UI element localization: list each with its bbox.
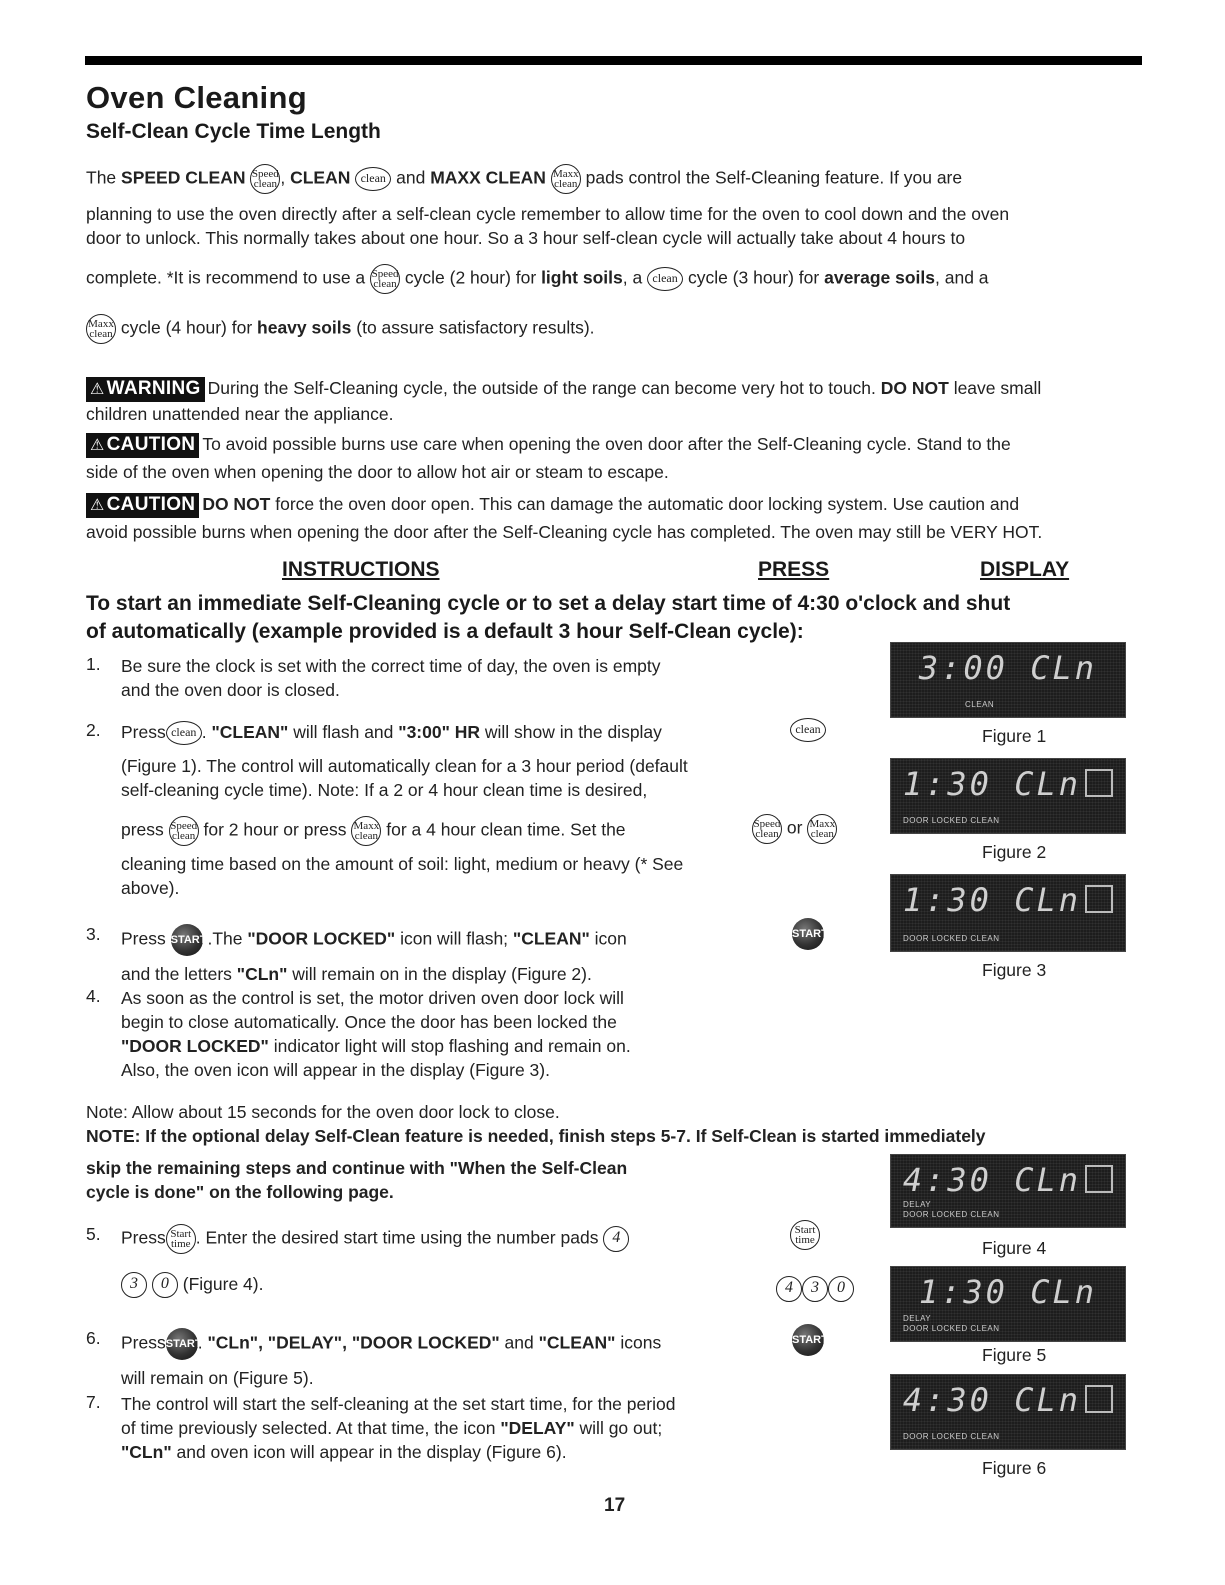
step-number: 3. bbox=[86, 924, 101, 944]
display-delay-indicator: DELAY bbox=[903, 1200, 932, 1209]
display-indicators: DOOR LOCKED CLEAN bbox=[903, 1210, 1000, 1219]
start-pad-icon: START bbox=[171, 924, 203, 956]
figure-caption: Figure 6 bbox=[982, 1458, 1047, 1478]
oven-icon bbox=[1085, 769, 1113, 797]
step-2-line-2: (Figure 1). The control will automatically clean for a 3 hour period (default bbox=[121, 756, 688, 776]
intro-line-2: planning to use the oven directly after a self-clean cycle remember to allow time for the oven to cool down and the oven bbox=[86, 204, 1010, 224]
warning-triangle-icon: ⚠ bbox=[90, 436, 105, 454]
intro-line-1: The SPEED CLEAN Speed clean , CLEAN clean and MAXX CLEAN Maxx clean pads control the Self-Cleaning feature. If you are bbox=[86, 164, 962, 194]
display-indicators: DOOR LOCKED CLEAN bbox=[903, 1324, 1000, 1333]
warning-line-1: ⚠ WARNING During the Self-Cleaning cycle, the outside of the range can become very hot to touch. DO NOT leave small bbox=[86, 376, 1041, 402]
start-time-pad-icon: Start time bbox=[790, 1220, 820, 1250]
press-start bbox=[792, 1324, 828, 1356]
speed-clean-pad-icon: Speed clean bbox=[250, 164, 280, 194]
display-indicators: DOOR LOCKED CLEAN bbox=[903, 816, 1000, 825]
oven-icon bbox=[1085, 1165, 1113, 1193]
note-2-line-1: NOTE: If the optional delay Self-Clean feature is needed, finish steps 5-7. If Self-Clean is started immediately bbox=[86, 1126, 986, 1146]
header-instructions: INSTRUCTIONS bbox=[282, 558, 440, 581]
clean-pad-icon: clean bbox=[355, 167, 391, 191]
step-number: 7. bbox=[86, 1392, 101, 1412]
step-1-line-2: and the oven door is closed. bbox=[121, 680, 340, 700]
figure-caption: Figure 2 bbox=[982, 842, 1047, 862]
display-readout: 4:30 CLn bbox=[902, 1381, 1081, 1419]
page-title: Oven Cleaning bbox=[86, 80, 307, 115]
speed-clean-pad-icon: Speed clean bbox=[752, 814, 782, 844]
display-indicators: DOOR LOCKED CLEAN bbox=[903, 1432, 1000, 1441]
step-number: 5. bbox=[86, 1224, 101, 1244]
step-3-line-1: Press START .The "DOOR LOCKED" icon will flash; "CLEAN" icon bbox=[121, 924, 627, 956]
step-number: 4. bbox=[86, 986, 101, 1006]
oven-icon bbox=[1085, 1385, 1113, 1413]
figure-caption: Figure 4 bbox=[982, 1238, 1047, 1258]
figure-caption: Figure 1 bbox=[982, 726, 1047, 746]
oven-display-figure-5 bbox=[890, 1266, 1126, 1342]
task-title-line-1: To start an immediate Self-Cleaning cycle or to set a delay start time of 4:30 o'clock and shut bbox=[86, 592, 1011, 615]
warning-line-2: children unattended near the appliance. bbox=[86, 404, 394, 424]
step-2-line-1: Press clean . "CLEAN" will flash and "3:00" HR will show in the display bbox=[121, 720, 662, 745]
start-pad-icon: START bbox=[792, 918, 824, 950]
display-readout: 1:30 CLn bbox=[902, 765, 1081, 803]
number-0-pad-icon: 0 bbox=[152, 1272, 178, 1298]
step-5-line-2: 3 0 (Figure 4). bbox=[121, 1272, 263, 1298]
oven-display-figure-2 bbox=[890, 758, 1126, 834]
section-subtitle: Self-Clean Cycle Time Length bbox=[86, 120, 381, 143]
step-7-line-3: "CLn" and oven icon will appear in the display (Figure 6). bbox=[121, 1442, 567, 1462]
oven-display-figure-4 bbox=[890, 1154, 1126, 1228]
step-3-line-2: and the letters "CLn" will remain on in the display (Figure 2). bbox=[121, 964, 592, 984]
maxx-clean-pad-icon: Maxx clean bbox=[551, 164, 581, 194]
figure-caption: Figure 5 bbox=[982, 1345, 1047, 1365]
press-start-time bbox=[790, 1220, 820, 1250]
clean-pad-icon: clean bbox=[790, 718, 826, 742]
press-number-pads bbox=[776, 1276, 854, 1302]
step-6-line-2: will remain on (Figure 5). bbox=[121, 1368, 314, 1388]
note-1: Note: Allow about 15 seconds for the oven door lock to close. bbox=[86, 1102, 560, 1122]
step-5-line-1: Press Start time . Enter the desired start time using the number pads 4 bbox=[121, 1224, 629, 1254]
start-pad-icon: START bbox=[166, 1328, 198, 1360]
display-readout: 3:00 CLn bbox=[918, 649, 1097, 687]
step-4-line-3: "DOOR LOCKED" indicator light will stop flashing and remain on. bbox=[121, 1036, 631, 1056]
step-2-line-5: cleaning time based on the amount of soil: light, medium or heavy (* See bbox=[121, 854, 684, 874]
number-3-pad-icon: 3 bbox=[802, 1276, 828, 1302]
intro-line-5: Maxx clean cycle (4 hour) for heavy soils (to assure satisfactory results). bbox=[86, 314, 595, 344]
speed-clean-pad-icon: Speed clean bbox=[169, 816, 199, 846]
number-4-pad-icon: 4 bbox=[603, 1226, 629, 1252]
header-display: DISPLAY bbox=[980, 558, 1070, 581]
display-readout: 4:30 CLn bbox=[902, 1161, 1081, 1199]
step-number: 2. bbox=[86, 720, 101, 740]
caution2-line-2: avoid possible burns when opening the door after the Self-Cleaning cycle has completed. The oven may still be VERY HOT. bbox=[86, 522, 1043, 542]
press-speed-or-maxx: Speed clean or Maxx clean bbox=[752, 814, 837, 844]
number-0-pad-icon: 0 bbox=[828, 1276, 854, 1302]
maxx-clean-pad-icon: Maxx clean bbox=[86, 314, 116, 344]
oven-display-figure-3 bbox=[890, 874, 1126, 952]
press-clean bbox=[790, 718, 826, 742]
step-4-line-2: begin to close automatically. Once the door has been locked the bbox=[121, 1012, 617, 1032]
display-readout: 1:30 CLn bbox=[902, 881, 1081, 919]
start-time-pad-icon: Start time bbox=[166, 1224, 196, 1254]
page-number: 17 bbox=[604, 1495, 626, 1516]
caution1-line-2: side of the oven when opening the door to allow hot air or steam to escape. bbox=[86, 462, 669, 482]
step-1-line-1: Be sure the clock is set with the correct time of day, the oven is empty bbox=[121, 656, 661, 676]
warning-badge: ⚠ WARNING bbox=[86, 377, 205, 402]
display-indicators: CLEAN bbox=[965, 700, 995, 709]
step-4-line-4: Also, the oven icon will appear in the display (Figure 3). bbox=[121, 1060, 550, 1080]
caution-badge: ⚠ CAUTION bbox=[86, 433, 199, 458]
top-rule bbox=[85, 56, 1142, 65]
oven-display-figure-1 bbox=[890, 642, 1126, 718]
oven-display-figure-6 bbox=[890, 1374, 1126, 1450]
display-readout: 1:30 CLn bbox=[918, 1273, 1097, 1311]
warning-triangle-icon: ⚠ bbox=[90, 380, 105, 398]
oven-icon bbox=[1085, 885, 1113, 913]
step-7-line-2: of time previously selected. At that time, the icon "DELAY" will go out; bbox=[121, 1418, 663, 1438]
note-2-line-2: skip the remaining steps and continue with "When the Self-Clean bbox=[86, 1158, 628, 1178]
speed-clean-pad-icon: Speed clean bbox=[370, 264, 400, 294]
task-title-line-2: of automatically (example provided is a default 3 hour Self-Clean cycle): bbox=[86, 620, 804, 643]
step-2-line-4: press Speed clean for 2 hour or press Maxx clean for a 4 hour clean time. Set the bbox=[121, 816, 626, 846]
figure-caption: Figure 3 bbox=[982, 960, 1047, 980]
header-press: PRESS bbox=[758, 558, 830, 581]
caution1-line-1: ⚠ CAUTION To avoid possible burns use care when opening the oven door after the Self-Cleaning cycle. Stand to the bbox=[86, 432, 1011, 458]
press-start bbox=[792, 918, 828, 950]
step-2-line-3: self-cleaning cycle time). Note: If a 2 or 4 hour clean time is desired, bbox=[121, 780, 648, 800]
display-delay-indicator: DELAY bbox=[903, 1314, 932, 1323]
warning-triangle-icon: ⚠ bbox=[90, 496, 105, 514]
step-2-line-6: above). bbox=[121, 878, 180, 898]
note-2-line-3: cycle is done" on the following page. bbox=[86, 1182, 394, 1202]
start-pad-icon: START bbox=[792, 1324, 824, 1356]
caution2-line-1: ⚠ CAUTION DO NOT force the oven door open. This can damage the automatic door locking system. Use caution and bbox=[86, 492, 1019, 518]
maxx-clean-pad-icon: Maxx clean bbox=[807, 814, 837, 844]
number-4-pad-icon: 4 bbox=[776, 1276, 802, 1302]
maxx-clean-pad-icon: Maxx clean bbox=[351, 816, 381, 846]
clean-pad-icon: clean bbox=[647, 267, 683, 291]
step-number: 1. bbox=[86, 654, 101, 674]
number-3-pad-icon: 3 bbox=[121, 1272, 147, 1298]
clean-pad-icon: clean bbox=[166, 721, 202, 745]
step-number: 6. bbox=[86, 1328, 101, 1348]
display-indicators: DOOR LOCKED CLEAN bbox=[903, 934, 1000, 943]
caution-badge: ⚠ CAUTION bbox=[86, 493, 199, 518]
intro-line-4: complete. *It is recommend to use a Speed clean cycle (2 hour) for light soils, a clean cycle (3 hour) for average soils, and a bbox=[86, 264, 989, 294]
step-7-line-1: The control will start the self-cleaning at the set start time, for the period bbox=[121, 1394, 676, 1414]
step-4-line-1: As soon as the control is set, the motor driven oven door lock will bbox=[121, 988, 624, 1008]
step-6-line-1: PressSTART. "CLn", "DELAY", "DOOR LOCKED" and "CLEAN" icons bbox=[121, 1328, 661, 1360]
intro-line-3: door to unlock. This normally takes about one hour. So a 3 hour self-clean cycle will actually take about 4 hours to bbox=[86, 228, 966, 248]
